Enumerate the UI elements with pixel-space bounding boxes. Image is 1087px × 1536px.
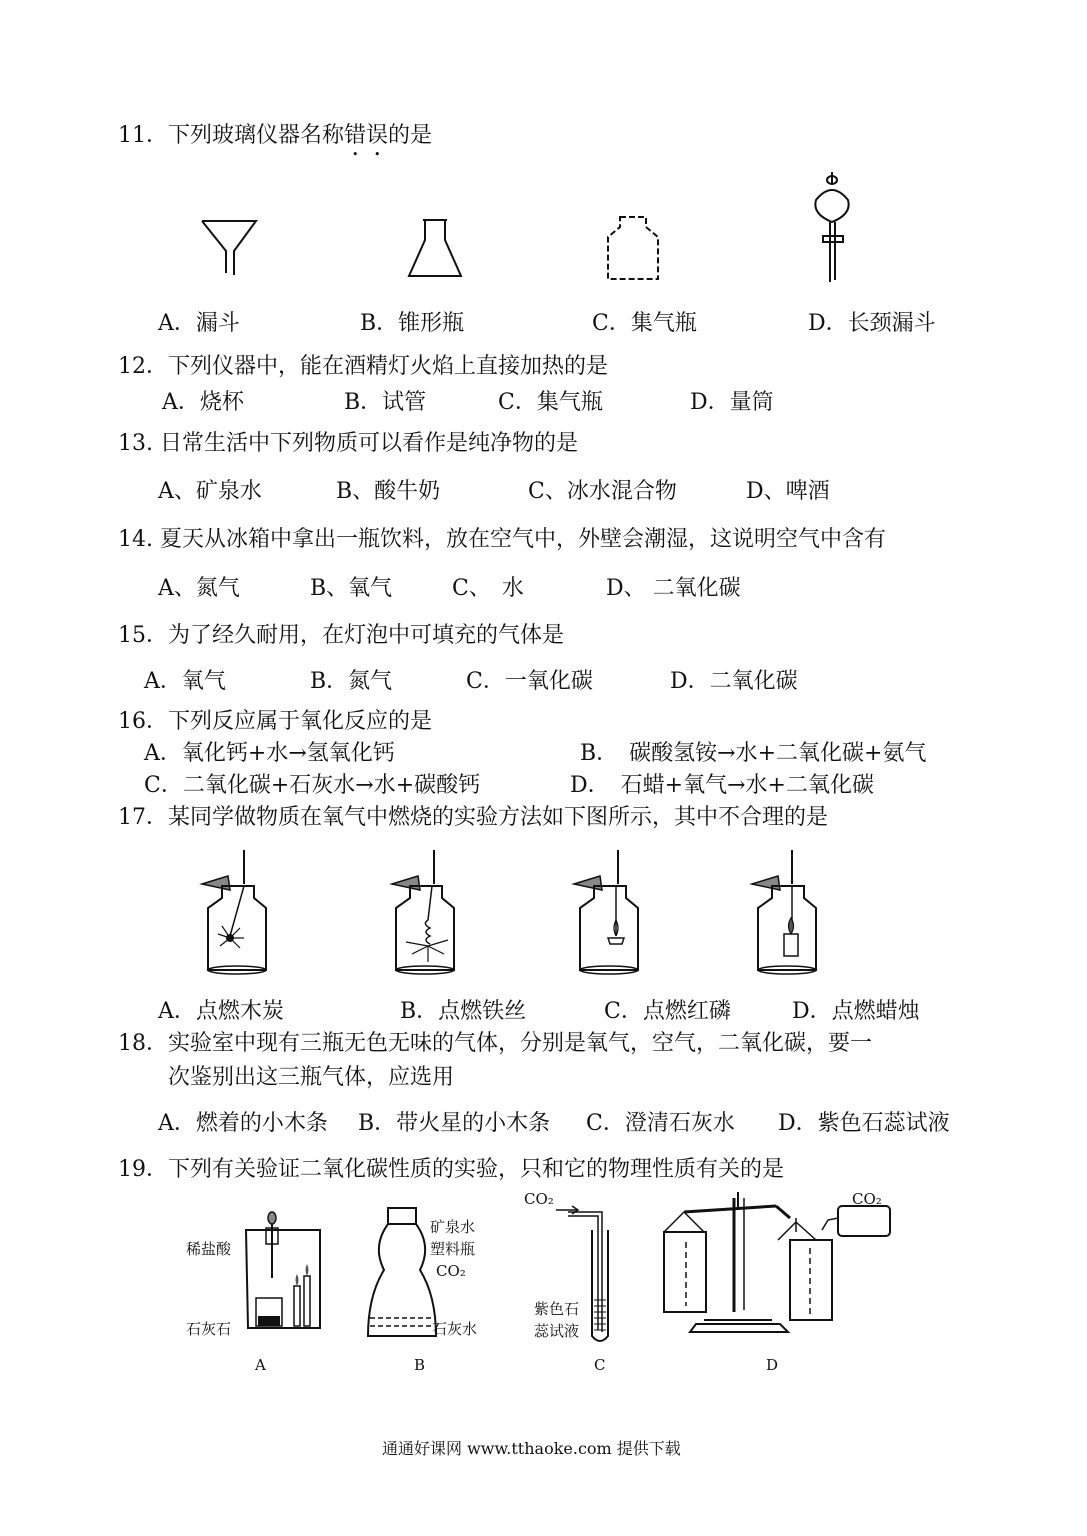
q14-option-c: C、 水 <box>452 576 524 601</box>
q18-option-c: C．澄清石灰水 <box>586 1111 735 1136</box>
q18-stem-line1: 18．实验室中现有三瓶无色无味的气体，分别是氧气，空气，二氧化碳，要一 <box>118 1031 872 1056</box>
q19-caption-b: B <box>414 1356 426 1374</box>
q16-option-d: D． 石蜡+氧气→水+二氧化碳 <box>570 773 874 798</box>
balance-figure <box>656 1190 896 1340</box>
separatory-funnel-figure <box>810 170 854 288</box>
co2-label-d: CO₂ <box>852 1190 882 1208</box>
funnel-figure <box>198 215 262 279</box>
q12-option-c: C．集气瓶 <box>498 390 603 415</box>
q11-stem-emphasis: 错误 <box>344 123 389 148</box>
q19-caption-c: C <box>594 1356 606 1374</box>
q17-option-c: C．点燃红磷 <box>604 999 731 1024</box>
bottle-red-phosphorus-figure <box>572 850 644 980</box>
q15-option-b: B．氮气 <box>310 669 393 694</box>
q14-option-b: B、氧气 <box>310 576 393 601</box>
q11-stem-suffix: 的是 <box>388 123 433 148</box>
q14-option-d: D、 二氧化碳 <box>606 576 741 601</box>
bottle-candle-figure <box>750 850 822 980</box>
q16-stem: 16．下列反应属于氧化反应的是 <box>118 709 432 734</box>
q16-option-b: B． 碳酸氢铵→水+二氧化碳+氨气 <box>580 741 927 766</box>
co2-label-b: CO₂ <box>436 1262 466 1280</box>
q15-stem: 15．为了经久耐用，在灯泡中可填充的气体是 <box>118 623 564 648</box>
q12-option-a: A．烧杯 <box>162 390 244 415</box>
q17-option-b: B．点燃铁丝 <box>400 999 527 1024</box>
q15-option-a: A．氧气 <box>144 669 226 694</box>
q11-stem <box>118 122 432 161</box>
q13-option-a: A、矿泉水 <box>158 479 262 504</box>
bottle-iron-wire-figure <box>388 850 460 980</box>
q14-option-a: A、氮气 <box>158 576 240 601</box>
q11-option-b: B．锥形瓶 <box>360 311 465 336</box>
conical-flask-figure <box>405 218 465 282</box>
litmus-label-1: 紫色石 <box>534 1300 580 1318</box>
litmus-label-2: 蕊试液 <box>534 1322 580 1340</box>
q12-stem: 12．下列仪器中，能在酒精灯火焰上直接加热的是 <box>118 354 608 379</box>
footer-source: 通通好课网 www.tthaoke.com 提供下载 <box>382 1439 681 1458</box>
mineral-water-label-2: 塑料瓶 <box>430 1240 476 1258</box>
q19-caption-a: A <box>255 1356 266 1374</box>
q11-option-c: C．集气瓶 <box>592 311 697 336</box>
q13-option-b: B、酸牛奶 <box>336 479 441 504</box>
q18-stem-line2: 次鉴别出这三瓶气体，应选用 <box>168 1065 455 1090</box>
q13-option-d: D、啤酒 <box>746 479 830 504</box>
limewater-label: 石灰水 <box>432 1320 478 1338</box>
q14-stem: 14. 夏天从冰箱中拿出一瓶饮料，放在空气中，外壁会潮湿，这说明空气中含有 <box>118 527 886 552</box>
q17-option-a: A．点燃木炭 <box>158 999 284 1024</box>
q16-option-c: C．二氧化碳+石灰水→水+碳酸钙 <box>144 773 481 798</box>
q11-option-d: D．长颈漏斗 <box>808 311 936 336</box>
q18-option-d: D．紫色石蕊试液 <box>778 1111 950 1136</box>
q18-option-b: B．带火星的小木条 <box>358 1111 551 1136</box>
q12-option-d: D．量筒 <box>690 390 774 415</box>
q17-stem: 17．某同学做物质在氧气中燃烧的实验方法如下图所示，其中不合理的是 <box>118 805 828 830</box>
gas-jar-figure <box>604 215 662 281</box>
limestone-label: 石灰石 <box>186 1320 232 1338</box>
q19-caption-d: D <box>766 1356 779 1374</box>
mineral-water-label-1: 矿泉水 <box>430 1218 476 1236</box>
q12-option-b: B．试管 <box>344 390 427 415</box>
q11-option-a: A．漏斗 <box>158 311 240 336</box>
q19-stem: 19．下列有关验证二氧化碳性质的实验，只和它的物理性质有关的是 <box>118 1157 784 1182</box>
q16-option-a: A．氧化钙+水→氢氧化钙 <box>144 741 395 766</box>
q18-option-a: A．燃着的小木条 <box>158 1111 328 1136</box>
q15-option-c: C．一氧化碳 <box>466 669 593 694</box>
q15-option-d: D．二氧化碳 <box>670 669 798 694</box>
bottle-charcoal-figure <box>200 850 272 980</box>
beaker-candles-figure <box>240 1210 330 1350</box>
q17-option-d: D．点燃蜡烛 <box>792 999 920 1024</box>
q13-stem: 13. 日常生活中下列物质可以看作是纯净物的是 <box>118 431 578 456</box>
q11-stem-prefix: 11．下列玻璃仪器名称 <box>118 123 344 148</box>
q13-option-c: C、冰水混合物 <box>528 479 677 504</box>
hydrochloric-acid-label: 稀盐酸 <box>186 1240 232 1258</box>
co2-label-c: CO₂ <box>524 1190 554 1208</box>
